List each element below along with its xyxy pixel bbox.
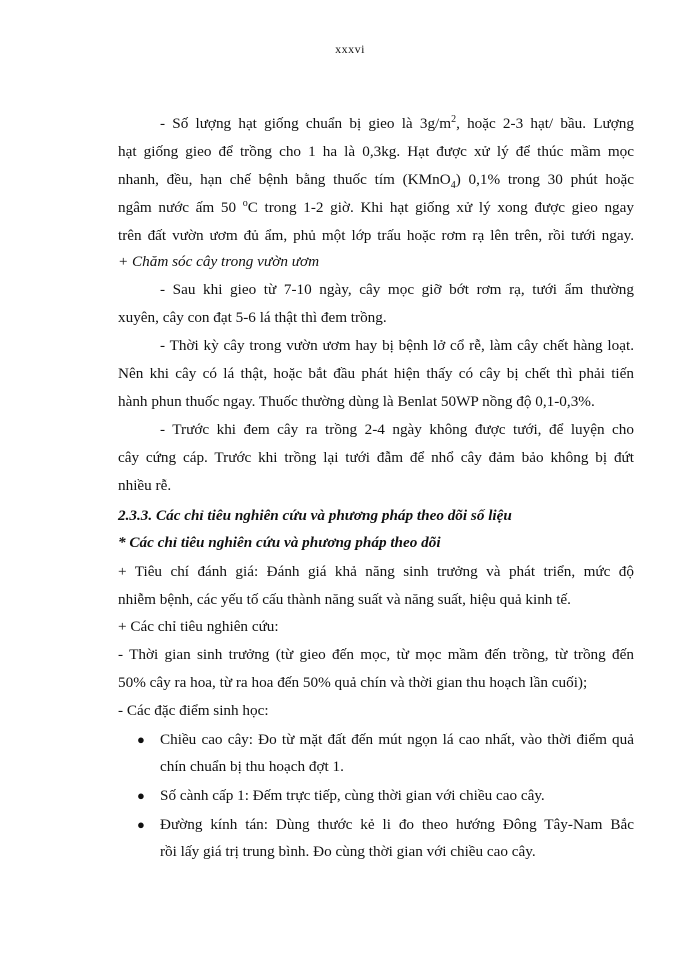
- para2-line2: xuyên, cây con đạt 5-6 lá thật thì đem trồng.: [118, 309, 387, 326]
- growth-time-line2: 50% cây ra hoa, từ ra hoa đến 50% quả chín và thời gian thu hoạch lần cuối);: [118, 674, 588, 691]
- bullet2-line1: Số cành cấp 1: Đếm trực tiếp, cùng thời gian với chiều cao cây.: [160, 787, 545, 804]
- criteria-line1: + Tiêu chí đánh giá: Đánh giá khả năng sinh trưởng và phát triển, mức độ: [118, 563, 634, 580]
- bullet3-line1: Đường kính tán: Dùng thước kẻ li đo theo hướng Đông Tây-Nam Bắc: [160, 816, 634, 833]
- criteria-line2: nhiễm bệnh, các yếu tố cấu thành năng suất và năng suất, hiệu quả kinh tế.: [118, 591, 571, 608]
- para3-line1: - Thời kỳ cây trong vườn ươm hay bị bệnh lở cổ rễ, làm cây chết hàng loạt.: [160, 337, 634, 354]
- bio-features-label: - Các đặc điểm sinh học:: [118, 702, 269, 719]
- bullet1-line1: Chiều cao cây: Đo từ mặt đất đến mút ngọn lá cao nhất, vào thời điểm quả: [160, 731, 634, 748]
- para3-line2: Nên khi cây có lá thật, hoặc bắt đầu phát hiện thấy có cây bị chết thì phải tiến: [118, 365, 634, 382]
- para1-line3: nhanh, đều, hạn chế bệnh bằng thuốc tím (KMnO$_4$) 0,1% trong 30 phút hoặc: [118, 171, 634, 192]
- para4-line3: nhiều rễ.: [118, 477, 172, 494]
- para2-line1: - Sau khi gieo từ 7-10 ngày, cây mọc giỡ bớt rơm rạ, tưới ẩm thường: [160, 281, 634, 298]
- subheading-care: + Chăm sóc cây trong vườn ươm: [118, 253, 320, 270]
- para3-line3: hành phun thuốc ngay. Thuốc thường dùng là Benlat 50WP nồng độ 0,1-0,3%.: [118, 393, 595, 410]
- subsection-heading: * Các chỉ tiêu nghiên cứu và phương pháp theo dõi: [118, 534, 441, 551]
- para1-line1: - Số lượng hạt giống chuẩn bị gieo là $3g/m^2$, hoặc 2-3 hạt/ bầu. Lượng: [160, 113, 634, 132]
- section-heading-2-3-3: 2.3.3. Các chỉ tiêu nghiên cứu và phương pháp theo dõi số liệu: [118, 507, 512, 524]
- bullet1-line2: chín chuẩn bị thu hoạch đợt 1.: [160, 758, 344, 775]
- growth-time-line1: - Thời gian sinh trưởng (từ gieo đến mọc, từ mọc mầm đến trồng, từ trồng đến: [118, 646, 634, 663]
- bullet-icon: ●: [137, 788, 145, 803]
- para1-line2: hạt giống gieo để trồng cho 1 ha là 0,3kg. Hạt được xử lý để thúc mầm mọc: [118, 143, 634, 160]
- para4-line2: cây cứng cáp. Trước khi trồng lại tưới đẫm để nhổ cây đảm bảo không bị đứt: [118, 449, 634, 466]
- bullet3-line2: rồi lấy giá trị trung bình. Đo cùng thời gian với chiều cao cây.: [160, 843, 536, 860]
- page-number: xxxvi: [335, 42, 365, 56]
- bullet-icon: ●: [137, 817, 145, 832]
- indicators-label: + Các chỉ tiêu nghiên cứu:: [118, 618, 279, 635]
- para1-line4: ngâm nước ấm 50 $^o$C trong 1-2 giờ. Khi hạt giống xử lý xong được gieo ngay: [118, 197, 634, 216]
- para4-line1: - Trước khi đem cây ra trồng 2-4 ngày không được tưới, để luyện cho: [160, 421, 634, 438]
- bullet-icon: ●: [137, 732, 145, 747]
- para1-line5: trên đất vườn ươm đủ ẩm, phủ một lớp trấu hoặc rơm rạ lên trên, rồi tưới ngay.: [118, 227, 634, 244]
